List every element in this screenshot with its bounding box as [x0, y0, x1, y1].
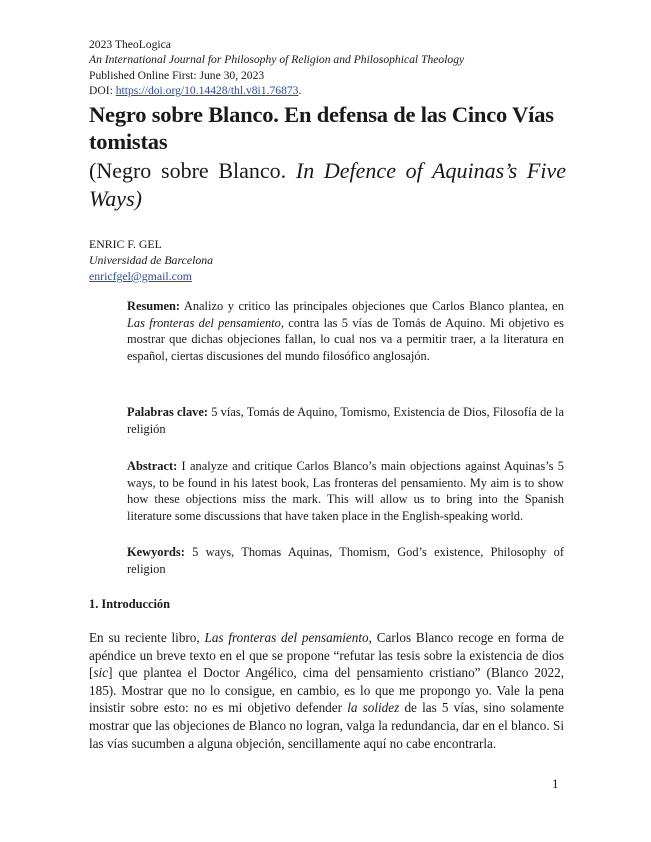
intro-text-1: En su reciente libro,	[89, 630, 205, 645]
resumen-text: Analizo y critico las principales objeciones que Carlos Blanco plantea, en	[180, 299, 564, 313]
resumen-paragraph	[127, 298, 564, 364]
journal-subtitle: An International Journal for Philosophy of Religion and Philosophical Theology	[89, 53, 465, 67]
paper-title: Negro sobre Blanco. En defensa de las Cinco Vías tomistas	[89, 102, 554, 154]
intro-text-3: ] que plantea el Doctor Angélico, cima del pensamiento cristiano” (Blanco 2022, 185). Mostrar que no lo consigue, en cambio, es lo que me propongo yo. Vale la pena insistir sobre esto: no es mi objetivo defender	[89, 665, 564, 716]
abstract-text-cont: . My aim is to show how these objections miss the mark. This will allow us to bring into the Spanish literature some discussions that have taken place in the English-speaking world.	[127, 475, 564, 523]
resumen-book-title: Las fronteras del pensamiento	[127, 315, 281, 330]
abstract-book-title: Las fronteras del pensamiento	[312, 475, 464, 490]
section-heading: 1. Introducción	[89, 597, 171, 611]
doi-link[interactable]: https://doi.org/10.14428/thl.v8i1.76873	[115, 83, 299, 97]
author-name: ENRIC F. GEL	[89, 237, 162, 251]
paper-subtitle	[89, 157, 566, 213]
palabras-clave-paragraph	[127, 404, 564, 437]
palabras-label: Palabras clave:	[127, 405, 209, 419]
intro-paragraph	[89, 629, 564, 752]
author-affiliation: Universidad de Barcelona	[89, 253, 214, 267]
keywords-paragraph	[127, 544, 564, 577]
subtitle-italic: In Defence of Aquinas’s Five Ways)	[89, 158, 567, 211]
page-number: 1	[552, 776, 559, 791]
published-date: Published Online First: June 30, 2023	[89, 68, 265, 82]
doi-end: .	[298, 83, 302, 97]
intro-book-title: Las fronteras del pensamiento	[204, 630, 369, 645]
intro-text-2: , Carlos Blanco recoge en forma de apéndice un breve texto en el que se propone “refutar las tesis sobre la existencia de dios [	[89, 630, 564, 681]
journal-header	[89, 37, 569, 98]
journal-line: 2023 TheoLogica	[89, 38, 171, 51]
resumen-label: Resumen:	[127, 299, 180, 313]
intro-text-4: de las 5 vías, sino solamente mostrar que las objeciones de Blanco no logran, valga la redundancia, dar en el blanco. Si las vías sucumben a alguna objeción, sencillamente aquí no cabe encontrarla.	[89, 700, 564, 751]
author-block	[89, 236, 213, 284]
abstract-label: Abstract:	[127, 459, 178, 473]
resumen-text-cont: , contra las 5 vías de Tomás de Aquino. Mi objetivo es mostrar que dichas objeciones fallan, lo cual nos va a permitir traer, a la literatura en español, ciertas discusiones del mundo filosófico anglosajón.	[127, 315, 564, 363]
subtitle-plain: (Negro sobre Blanco.	[89, 158, 296, 183]
intro-sic: sic	[93, 665, 109, 681]
abstract-text: I analyze and critique Carlos Blanco’s main objections against Aquinas’s 5 ways, to be found in his latest book,	[127, 459, 564, 490]
intro-la-solidez: la solidez	[347, 700, 400, 716]
doi-label: DOI:	[89, 83, 116, 97]
keywords-label: Kewyords:	[127, 545, 185, 559]
palabras-text: 5 vías, Tomás de Aquino, Tomismo, Existencia de Dios, Filosofía de la religión	[127, 405, 564, 436]
author-email-link[interactable]: enricfgel@gmail.com	[89, 269, 192, 283]
doi-line	[89, 83, 569, 98]
abstract-paragraph	[127, 458, 564, 524]
keywords-text: 5 ways, Thomas Aquinas, Thomism, God’s existence, Philosophy of religion	[127, 545, 564, 576]
